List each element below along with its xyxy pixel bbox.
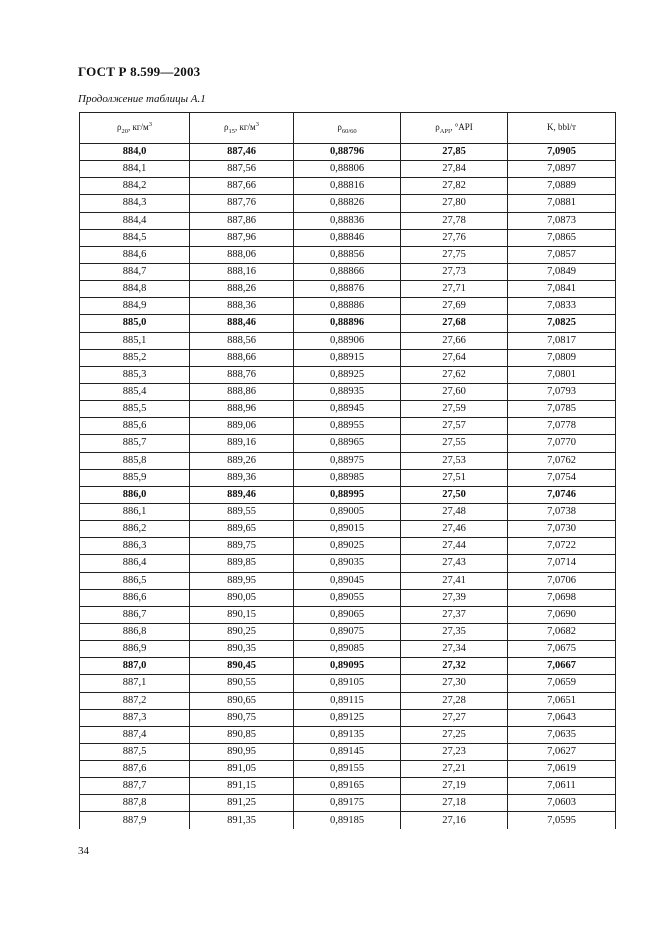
table-cell: 27,37 [401,606,508,623]
table-row [80,178,616,195]
table-cell: 887,2 [80,692,190,709]
table-cell: 7,0706 [508,572,616,589]
table-cell: 887,4 [80,726,190,743]
table-row [80,538,616,555]
table-cell: 885,1 [80,332,190,349]
table-cell: 887,86 [190,212,294,229]
table-cell: 889,85 [190,555,294,572]
table-cell: 890,25 [190,623,294,640]
table-cell: 7,0595 [508,812,616,829]
table-cell: 885,8 [80,452,190,469]
table-cell: 27,34 [401,641,508,658]
table-cell: 27,39 [401,589,508,606]
column-symbol: ρ [223,121,229,132]
table-cell: 27,76 [401,229,508,246]
table-row [80,692,616,709]
table-cell: 888,96 [190,401,294,418]
table-cell: 888,46 [190,315,294,332]
table-cell: 27,19 [401,778,508,795]
table-cell: 7,0817 [508,332,616,349]
table-row [80,435,616,452]
table-row [80,315,616,332]
table-cell: 891,25 [190,795,294,812]
table-cell: 7,0762 [508,452,616,469]
table-cell: 0,89095 [294,658,401,675]
table-cell: 27,21 [401,761,508,778]
table-cell: 884,6 [80,246,190,263]
table-cell: 0,88796 [294,144,401,161]
table-cell: 886,6 [80,589,190,606]
table-row [80,795,616,812]
table-row [80,144,616,161]
table-cell: 887,5 [80,743,190,760]
table-row [80,641,616,658]
table-cell: 889,75 [190,538,294,555]
table-row [80,486,616,503]
table-cell: 887,3 [80,709,190,726]
table-cell: 887,9 [80,812,190,829]
table-cell: 0,88955 [294,418,401,435]
table-cell: 7,0659 [508,675,616,692]
table-cell: 0,88985 [294,469,401,486]
table-cell: 27,27 [401,709,508,726]
table-row [80,263,616,280]
table-cell: 0,88856 [294,246,401,263]
table-cell: 27,53 [401,452,508,469]
table-cell: 7,0770 [508,435,616,452]
table-cell: 7,0905 [508,144,616,161]
table-cell: 7,0857 [508,246,616,263]
table-cell: 7,0611 [508,778,616,795]
table-cell: 0,88945 [294,401,401,418]
table-cell: 887,96 [190,229,294,246]
table-cell: 27,51 [401,469,508,486]
table-cell: 890,35 [190,641,294,658]
table-cell: 0,88876 [294,281,401,298]
column-unit: , bbl/т [553,121,576,132]
table-cell: 885,0 [80,315,190,332]
table-cell: 27,68 [401,315,508,332]
column-superscript: 3 [148,120,152,128]
table-cell: 887,0 [80,658,190,675]
table-cell: 7,0603 [508,795,616,812]
table-row [80,298,616,315]
table-row [80,743,616,760]
table-row [80,812,616,829]
table-cell: 887,56 [190,161,294,178]
table-row [80,589,616,606]
table-cell: 7,0881 [508,195,616,212]
table-cell: 7,0730 [508,521,616,538]
table-cell: 886,5 [80,572,190,589]
table-cell: 0,88826 [294,195,401,212]
table-row [80,212,616,229]
table-cell: 0,88906 [294,332,401,349]
table-cell: 7,0682 [508,623,616,640]
table-row [80,675,616,692]
column-header [294,113,401,144]
table-cell: 885,4 [80,383,190,400]
table-cell: 886,1 [80,503,190,520]
table-cell: 7,0690 [508,606,616,623]
column-superscript: 3 [255,120,259,128]
table-cell: 7,0738 [508,503,616,520]
table-cell: 888,26 [190,281,294,298]
table-cell: 886,0 [80,486,190,503]
table-cell: 887,76 [190,195,294,212]
table-cell: 887,66 [190,178,294,195]
table-cell: 27,60 [401,383,508,400]
table-cell: 886,4 [80,555,190,572]
table-row [80,726,616,743]
table-cell: 0,88965 [294,435,401,452]
table-cell: 27,18 [401,795,508,812]
table-cell: 7,0746 [508,486,616,503]
table-cell: 885,3 [80,366,190,383]
table-cell: 888,66 [190,349,294,366]
column-symbol: ρ [435,121,440,132]
table-cell: 885,7 [80,435,190,452]
table-row [80,161,616,178]
table-cell: 27,59 [401,401,508,418]
table-row [80,401,616,418]
table-cell: 885,2 [80,349,190,366]
header-row [80,113,616,144]
table-cell: 891,35 [190,812,294,829]
table-cell: 27,57 [401,418,508,435]
table-cell: 0,89145 [294,743,401,760]
table-cell: 886,2 [80,521,190,538]
table-cell: 0,88995 [294,486,401,503]
table-row [80,281,616,298]
table-cell: 0,89085 [294,641,401,658]
table-cell: 0,89025 [294,538,401,555]
table-cell: 890,75 [190,709,294,726]
table-row [80,761,616,778]
table-cell: 27,41 [401,572,508,589]
table-cell: 0,89185 [294,812,401,829]
table-cell: 27,25 [401,726,508,743]
table-cell: 27,66 [401,332,508,349]
column-subscript: 15 [228,127,235,135]
table-cell: 884,9 [80,298,190,315]
table-cell: 7,0619 [508,761,616,778]
table-cell: 890,55 [190,675,294,692]
table-row [80,246,616,263]
table-cell: 888,86 [190,383,294,400]
table-cell: 27,62 [401,366,508,383]
table-cell: 885,6 [80,418,190,435]
table-row [80,658,616,675]
column-header [190,113,294,144]
table-cell: 0,88806 [294,161,401,178]
table-cell: 27,43 [401,555,508,572]
table-cell: 886,9 [80,641,190,658]
table-cell: 0,89155 [294,761,401,778]
table-cell: 7,0627 [508,743,616,760]
table-cell: 884,1 [80,161,190,178]
column-header [508,113,616,144]
table-cell: 889,95 [190,572,294,589]
table-cell: 27,85 [401,144,508,161]
table-row [80,366,616,383]
column-unit: , кг/м [234,121,256,132]
table-cell: 888,76 [190,366,294,383]
table-cell: 0,88846 [294,229,401,246]
table-cell: 0,89045 [294,572,401,589]
column-header [80,113,190,144]
table-cell: 7,0825 [508,315,616,332]
table-cell: 0,89015 [294,521,401,538]
table-cell: 7,0833 [508,298,616,315]
table-row [80,606,616,623]
table-cell: 27,28 [401,692,508,709]
table-cell: 887,1 [80,675,190,692]
table-row [80,521,616,538]
table-cell: 0,89125 [294,709,401,726]
table-cell: 0,89035 [294,555,401,572]
table-cell: 27,73 [401,263,508,280]
table-cell: 7,0714 [508,555,616,572]
table-cell: 884,8 [80,281,190,298]
table-cell: 0,89105 [294,675,401,692]
table-cell: 27,84 [401,161,508,178]
table-cell: 27,44 [401,538,508,555]
table-cell: 7,0841 [508,281,616,298]
table-cell: 888,06 [190,246,294,263]
table-cell: 7,0897 [508,161,616,178]
table-row [80,709,616,726]
table-cell: 27,35 [401,623,508,640]
table-cell: 7,0651 [508,692,616,709]
table-row [80,555,616,572]
table-cell: 27,75 [401,246,508,263]
table-cell: 887,46 [190,144,294,161]
table-cell: 0,89075 [294,623,401,640]
table-cell: 27,80 [401,195,508,212]
table-cell: 0,88896 [294,315,401,332]
column-subscript: 20 [121,127,128,135]
table-cell: 888,36 [190,298,294,315]
table-cell: 0,89065 [294,606,401,623]
table-cell: 27,71 [401,281,508,298]
column-unit: , °API [450,121,473,132]
table-row [80,778,616,795]
column-subscript: API [439,127,451,135]
table-cell: 889,06 [190,418,294,435]
table-cell: 7,0643 [508,709,616,726]
table-cell: 888,56 [190,332,294,349]
table-cell: 7,0635 [508,726,616,743]
table-cell: 885,9 [80,469,190,486]
column-unit: , кг/м [127,121,149,132]
table-cell: 887,7 [80,778,190,795]
table-cell: 27,32 [401,658,508,675]
table-row [80,469,616,486]
table-cell: 0,88915 [294,349,401,366]
table-cell: 27,64 [401,349,508,366]
table-cell: 27,23 [401,743,508,760]
table-cell: 884,0 [80,144,190,161]
table-cell: 27,30 [401,675,508,692]
column-header [401,113,508,144]
document-title: ГОСТ Р 8.599—2003 [78,64,201,79]
table-row [80,332,616,349]
table-cell: 890,45 [190,658,294,675]
table-cell: 0,88866 [294,263,401,280]
column-symbol: ρ [116,121,122,132]
table-cell: 885,5 [80,401,190,418]
table-cell: 27,16 [401,812,508,829]
table-cell: 27,78 [401,212,508,229]
table-cell: 0,89115 [294,692,401,709]
table-cell: 7,0849 [508,263,616,280]
table-row [80,503,616,520]
table-cell: 886,7 [80,606,190,623]
page-number: 34 [78,845,89,857]
table-cell: 7,0698 [508,589,616,606]
table-cell: 7,0675 [508,641,616,658]
table-cell: 0,88925 [294,366,401,383]
table-cell: 7,0801 [508,366,616,383]
table-cell: 890,15 [190,606,294,623]
table-cell: 27,55 [401,435,508,452]
table-cell: 884,7 [80,263,190,280]
density-table [79,112,616,829]
table-cell: 884,5 [80,229,190,246]
table-row [80,383,616,400]
table-cell: 27,46 [401,521,508,538]
table-cell: 7,0754 [508,469,616,486]
table-cell: 890,05 [190,589,294,606]
table-cell: 27,82 [401,178,508,195]
table-row [80,349,616,366]
table-cell: 891,05 [190,761,294,778]
table-cell: 884,4 [80,212,190,229]
table-cell: 889,55 [190,503,294,520]
table-row [80,418,616,435]
table-cell: 0,89175 [294,795,401,812]
table-cell: 891,15 [190,778,294,795]
table-cell: 890,95 [190,743,294,760]
table-cell: 27,50 [401,486,508,503]
table-header [80,113,616,144]
table-cell: 887,6 [80,761,190,778]
table-cell: 886,3 [80,538,190,555]
table-cell: 886,8 [80,623,190,640]
table-cell: 7,0778 [508,418,616,435]
table-row [80,572,616,589]
table-cell: 887,8 [80,795,190,812]
table-cell: 0,88836 [294,212,401,229]
table-cell: 7,0889 [508,178,616,195]
table-cell: 890,85 [190,726,294,743]
table-body [80,144,616,830]
column-subscript: 60/60 [341,127,357,135]
table-caption: Продолжение таблицы А.1 [78,93,206,105]
table-cell: 0,88935 [294,383,401,400]
table-row [80,229,616,246]
table-cell: 7,0865 [508,229,616,246]
table-cell: 889,26 [190,452,294,469]
table-cell: 0,88816 [294,178,401,195]
table-cell: 27,69 [401,298,508,315]
table-cell: 0,89005 [294,503,401,520]
table-cell: 0,88886 [294,298,401,315]
table-cell: 888,16 [190,263,294,280]
table-cell: 884,3 [80,195,190,212]
column-symbol: K [547,121,554,132]
table-cell: 884,2 [80,178,190,195]
table-cell: 889,46 [190,486,294,503]
table-cell: 7,0722 [508,538,616,555]
table-cell: 0,88975 [294,452,401,469]
table-cell: 27,48 [401,503,508,520]
table-row [80,623,616,640]
table-cell: 889,65 [190,521,294,538]
column-symbol: ρ [337,121,342,132]
table-cell: 7,0667 [508,658,616,675]
table-cell: 7,0809 [508,349,616,366]
table-cell: 7,0785 [508,401,616,418]
table-cell: 7,0793 [508,383,616,400]
table-cell: 0,89135 [294,726,401,743]
table-cell: 890,65 [190,692,294,709]
table-row [80,195,616,212]
table-cell: 889,36 [190,469,294,486]
table-cell: 0,89165 [294,778,401,795]
table-row [80,452,616,469]
table-cell: 889,16 [190,435,294,452]
table-cell: 7,0873 [508,212,616,229]
table-cell: 0,89055 [294,589,401,606]
